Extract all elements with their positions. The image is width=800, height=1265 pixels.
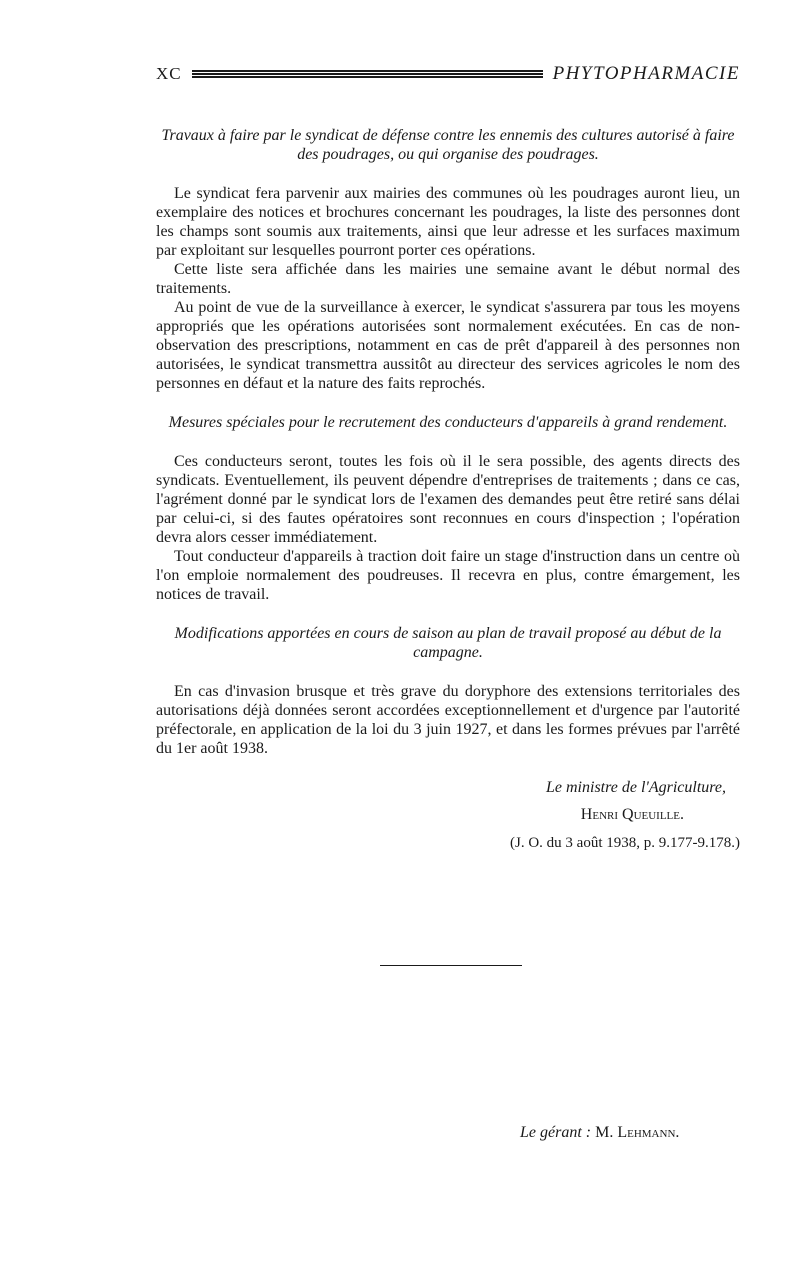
gerant-name: M. Lehmann. bbox=[595, 1124, 680, 1141]
separator-line bbox=[380, 965, 522, 966]
header-rule bbox=[192, 70, 543, 78]
section-heading: Travaux à faire par le syndicat de défense contre les ennemis des cultures autorisé à faire des poudrages, ou qui organise des poudrages. bbox=[161, 127, 735, 163]
section-modifications bbox=[156, 624, 740, 758]
paragraph: Au point de vue de la surveillance à exercer, le syndicat s'assurera par tous les moyens appropriés que les opérations autorisées sont normalement exécutées. En cas de non-observation des prescriptions, notamment en cas de prêt d'appareil à des personnes non autorisées, le syndicat transmettra aussitôt au directeur des services agricoles le nom des personnes en défaut et la nature des faits reprochés. bbox=[156, 299, 740, 392]
paragraph: Le syndicat fera parvenir aux mairies des communes où les poudrages auront lieu, un exemplaire des notices et brochures concernant les poudrages, la liste des personnes dont les champs sont soumis aux traitements, ainsi que leur adresse et les surfaces maximum par exploitant sur lesquelles pourront porter ces opérations. bbox=[156, 185, 740, 259]
section-heading: Mesures spéciales pour le recrutement des conducteurs d'appareils à grand rendement. bbox=[168, 414, 728, 431]
paragraph: Ces conducteurs seront, toutes les fois où il le sera possible, des agents directs des syndicats. Eventuellement, ils peuvent dépendre d'entreprises de traitements ; dans ce cas, l'agrément donné par le syndicat lors de l'examen des demandes peut être retiré sans délai par celui-ci, si des fautes opératoires sont reconnues en cours d'inspection ; l'opération devra alors cesser immédiatement. bbox=[156, 453, 740, 546]
page-header bbox=[156, 62, 740, 86]
paragraph: En cas d'invasion brusque et très grave du doryphore des extensions territoriales des autorisations déjà données seront accordées exceptionnellement et d'urgence par l'autorité préfectorale, en application de la loi du 3 juin 1927, et dans les formes prévues par l'arrêté du 1er août 1938. bbox=[156, 683, 740, 757]
paragraph: Tout conducteur d'appareils à traction doit faire un stage d'instruction dans un centre où l'on emploie normalement des poudreuses. Il recevra en plus, contre émargement, les notices de travail. bbox=[156, 548, 740, 603]
gerant-line bbox=[520, 1124, 679, 1142]
section-poudrages bbox=[156, 126, 740, 393]
paragraph: Cette liste sera affichée dans les mairies une semaine avant le début normal des traitements. bbox=[156, 261, 740, 297]
journal-reference: (J. O. du 3 août 1938, p. 9.177-9.178.) bbox=[510, 835, 740, 851]
section-heading: Modifications apportées en cours de saison au plan de travail proposé au début de la campagne. bbox=[174, 625, 722, 661]
section-conducteurs bbox=[156, 413, 740, 604]
page-body bbox=[156, 126, 740, 853]
gerant-label: Le gérant : bbox=[520, 1124, 592, 1141]
page-number: XC bbox=[156, 64, 182, 83]
running-title: PHYTOPHARMACIE bbox=[552, 63, 740, 84]
minister-name: Henri Queuille. bbox=[580, 806, 684, 823]
signature-block bbox=[156, 778, 740, 853]
minister-title: Le ministre de l'Agriculture, bbox=[546, 779, 726, 796]
